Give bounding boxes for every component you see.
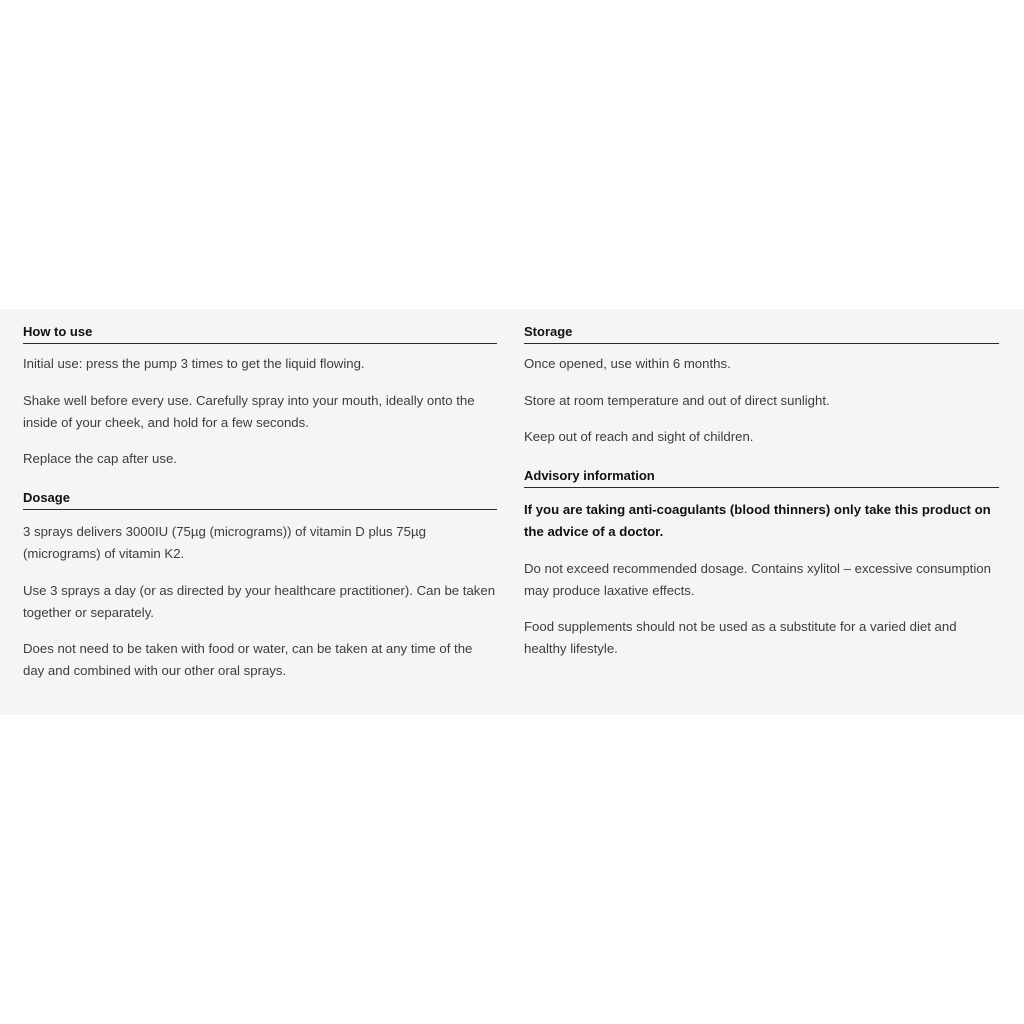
advisory-section [524,468,999,656]
advisory-paragraph: Do not exceed recommended dosage. Contains xylitol – excessive consumption may produce laxative effects. [524,561,991,598]
product-info-panel [0,309,1024,715]
how-to-use-heading: How to use [23,324,497,344]
dosage-section [23,490,497,678]
storage-paragraph: Once opened, use within 6 months. [524,356,731,371]
storage-section [524,324,999,444]
how-to-use-paragraph: Replace the cap after use. [23,451,177,466]
how-to-use-section [23,324,497,466]
advisory-warning: If you are taking anti-coagulants (blood thinners) only take this product on the advice of a doctor. [524,502,991,539]
dosage-paragraph: 3 sprays delivers 3000IU (75µg (micrograms)) of vitamin D plus 75µg (micrograms) of vitamin K2. [23,524,426,561]
how-to-use-paragraph: Shake well before every use. Carefully spray into your mouth, ideally onto the inside of your cheek, and hold for a few seconds. [23,393,475,430]
how-to-use-paragraph: Initial use: press the pump 3 times to get the liquid flowing. [23,356,365,371]
storage-paragraph: Store at room temperature and out of direct sunlight. [524,393,830,408]
dosage-paragraph: Use 3 sprays a day (or as directed by your healthcare practitioner). Can be taken together or separately. [23,583,496,620]
storage-heading: Storage [524,324,999,344]
storage-paragraph: Keep out of reach and sight of children. [524,429,754,444]
advisory-heading: Advisory information [524,468,999,488]
dosage-paragraph: Does not need to be taken with food or water, can be taken at any time of the day and combined with our other oral sprays. [23,641,473,678]
advisory-paragraph: Food supplements should not be used as a substitute for a varied diet and healthy lifestyle. [524,619,957,656]
dosage-heading: Dosage [23,490,497,510]
